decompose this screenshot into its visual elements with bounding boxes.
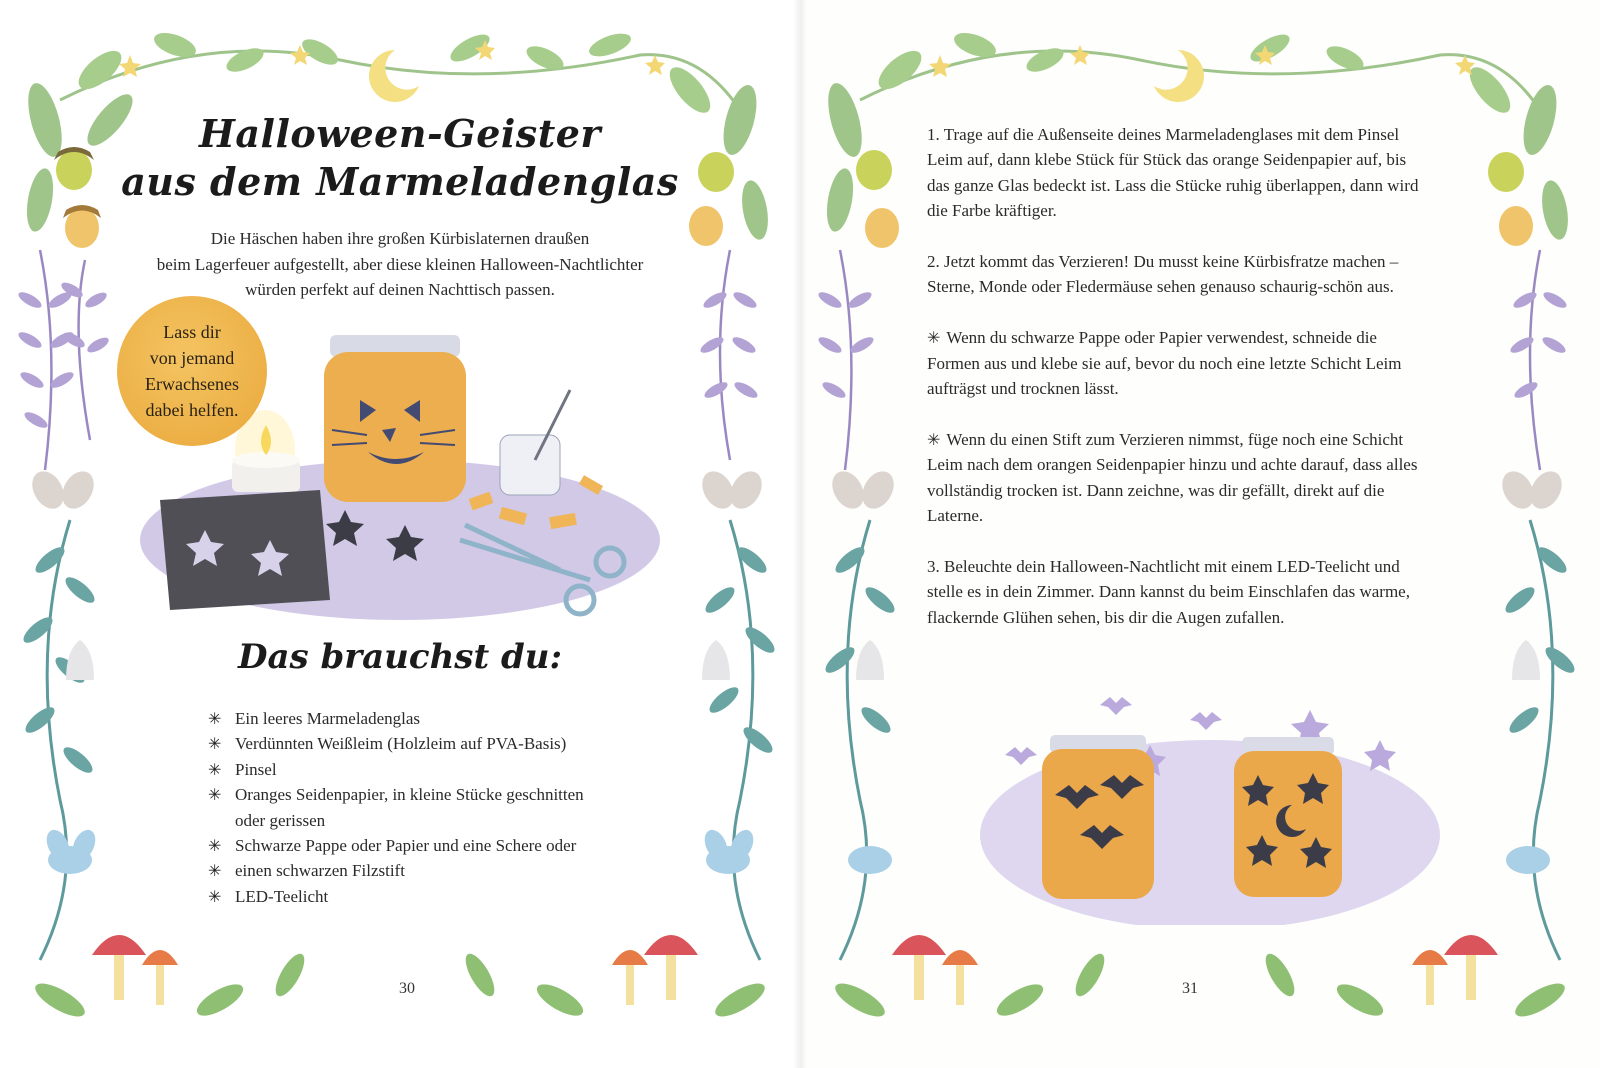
- book-gutter: [793, 0, 807, 1068]
- instructions: [927, 122, 1457, 655]
- asterisk-icon: ✳: [208, 734, 222, 754]
- supply-item: ✳ Pinsel: [208, 757, 628, 782]
- title-line-1: Halloween-Geister: [199, 111, 601, 156]
- badge-line: von jemand: [149, 348, 235, 368]
- asterisk-icon: ✳: [927, 328, 941, 348]
- intro-line: würden perfekt auf deinen Nachttisch passen.: [245, 280, 555, 299]
- badge-line: Erwachsenes: [145, 374, 239, 394]
- asterisk-icon: ✳: [927, 429, 941, 449]
- instruction-step: 3. Beleuchte dein Halloween-Nachtlicht mit einem LED-Teelicht und stelle es in dein Zimmer. Dann kannst du beim Einschlafen das warme, flackernde Glühen sehen, bis dir die Augen zufallen.: [927, 556, 1410, 627]
- supply-item: ✳ Ein leeres Marmeladenglas: [208, 706, 628, 731]
- badge-line: Lass dir: [163, 322, 221, 342]
- right-page: [800, 0, 1600, 1068]
- supply-item: ✳ Verdünnten Weißleim (Holzleim auf PVA-Basis): [208, 731, 628, 756]
- supplies-heading: Das brauchst du:: [237, 637, 563, 677]
- instruction-step: 1. Trage auf die Außenseite deines Marmeladenglases mit dem Pinsel Leim auf, dann klebe Stück für Stück das orange Seidenpapier auf, bis das ganze Glas bedeckt ist. Lass die Stücke ruhig überlappen, dann wird die Farbe kräftiger.: [927, 125, 1419, 221]
- supply-item: ✳ Schwarze Pappe oder Papier und eine Schere oder: [208, 833, 628, 858]
- instruction-step: 2. Jetzt kommt das Verzieren! Du musst keine Kürbisfratze machen – Sterne, Monde oder Fledermäuse sehen genauso schaurig-schön aus.: [927, 252, 1399, 297]
- asterisk-icon: ✳: [208, 709, 222, 728]
- instruction-tip: ✳ Wenn du einen Stift zum Verzieren nimmst, füge noch eine Schicht Leim nach dem orangen Seidenpapier hinzu und achte darauf, dass alles vollständig trocken ist. Dann zeichne, was dir gefällt, direkt auf die Laterne.: [927, 429, 1418, 526]
- supply-item: ✳ LED-Teelicht: [208, 884, 628, 909]
- adult-help-badge: [117, 296, 267, 446]
- intro-line: Die Häschen haben ihre großen Kürbislaternen draußen: [210, 229, 590, 248]
- page-number: 31: [1182, 980, 1198, 997]
- lanterns-illustration: [980, 665, 1440, 925]
- badge-line: dabei helfen.: [145, 400, 239, 420]
- asterisk-icon: ✳: [208, 886, 222, 906]
- supply-item: ✳ Oranges Seidenpapier, in kleine Stücke geschnitten oder gerissen: [208, 782, 628, 833]
- asterisk-icon: ✳: [208, 759, 222, 779]
- supply-item: ✳ einen schwarzen Filzstift: [208, 858, 628, 883]
- title-line-2: aus dem Marmeladenglas: [121, 159, 679, 204]
- page-title: [120, 110, 680, 206]
- page-number: 30: [399, 980, 415, 997]
- asterisk-icon: ✳: [208, 836, 222, 856]
- intro-paragraph: [120, 226, 680, 303]
- instruction-tip: ✳ Wenn du schwarze Pappe oder Papier verwendest, schneide die Formen aus und klebe sie auf, bevor du noch eine letzte Schicht Leim aufträgst und trocknen lässt.: [927, 328, 1402, 399]
- intro-line: beim Lagerfeuer aufgestellt, aber diese kleinen Halloween-Nachtlichter: [156, 254, 644, 274]
- asterisk-icon: ✳: [208, 785, 222, 805]
- asterisk-icon: ✳: [208, 861, 222, 881]
- supplies-list: [208, 706, 628, 909]
